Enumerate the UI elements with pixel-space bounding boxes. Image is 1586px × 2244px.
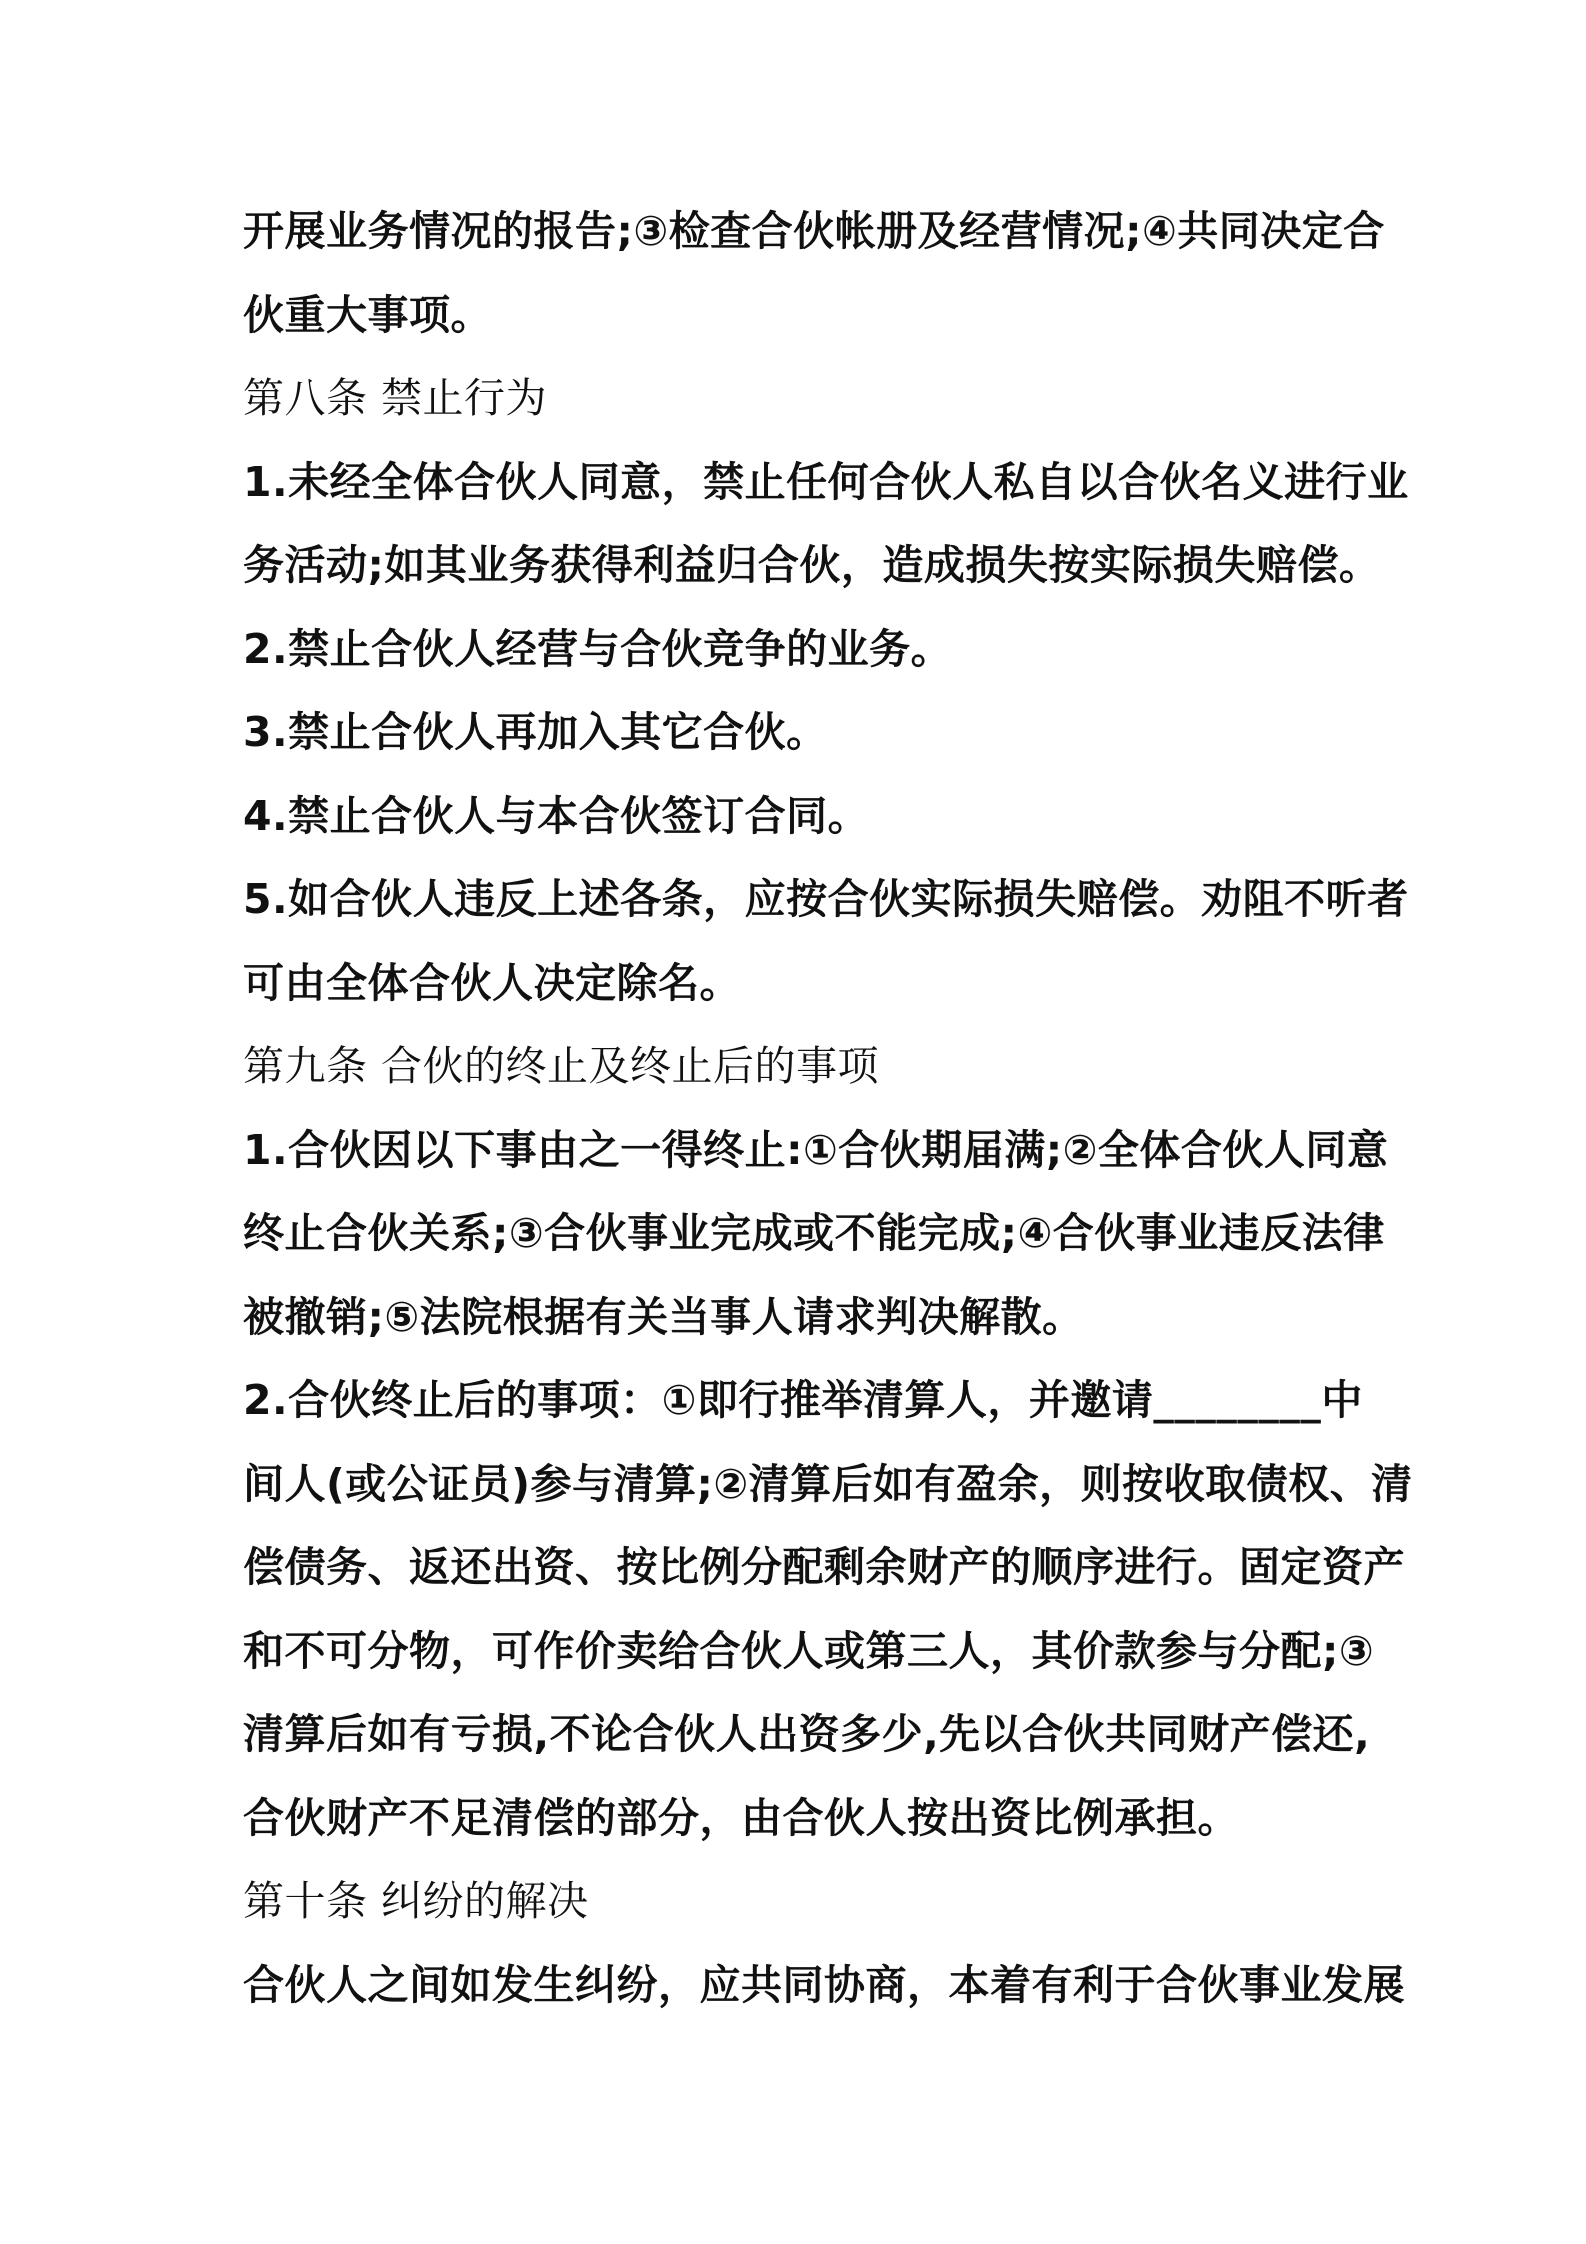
article-8-heading: 第八条 禁止行为 [243, 374, 548, 422]
contract-text-body [243, 190, 1413, 2027]
text-line: 间人(或公证员)参与清算;②清算后如有盈余，则按收取债权、清 [243, 1459, 1413, 1508]
text-line: 2.合伙终止后的事项：①即行推举清算人，并邀请________中 [243, 1376, 1363, 1424]
text-line: 1.合伙因以下事由之一得终止:①合伙期届满;②全体合伙人同意 [243, 1125, 1389, 1174]
article-9-heading: 第九条 合伙的终止及终止后的事项 [243, 1042, 880, 1090]
text-line: 开展业务情况的报告;③检查合伙帐册及经营情况;④共同决定合 [243, 207, 1385, 255]
article-10-heading: 第十条 纠纷的解决 [243, 1877, 589, 1925]
text-line: 伙重大事项。 [243, 290, 492, 339]
text-line: 1.未经全体合伙人同意，禁止任何合伙人私自以合伙名义进行业 [243, 457, 1409, 506]
text-line: 合伙人之间如发生纠纷，应共同协商，本着有利于合伙事业发展 [243, 1960, 1405, 2009]
text-line: 4.禁止合伙人与本合伙签订合同。 [243, 791, 870, 840]
text-line: 合伙财产不足清偿的部分，由合伙人按出资比例承担。 [243, 1793, 1239, 1842]
text-line: 2.禁止合伙人经营与合伙竞争的业务。 [243, 624, 953, 673]
text-line: 清算后如有亏损,不论合伙人出资多少,先以合伙共同财产偿还, [243, 1710, 1371, 1758]
text-line: 终止合伙关系;③合伙事业完成或不能完成;④合伙事业违反法律 [243, 1209, 1385, 1257]
text-line: 和不可分物，可作价卖给合伙人或第三人，其价款参与分配;③ [243, 1626, 1375, 1675]
text-line: 被撤销;⑤法院根据有关当事人请求判决解散。 [243, 1292, 1084, 1341]
text-line: 务活动;如其业务获得利益归合伙，造成损失按实际损失赔偿。 [243, 541, 1381, 589]
text-line: 5.如合伙人违反上述各条，应按合伙实际损失赔偿。劝阻不听者 [243, 875, 1409, 923]
text-line: 3.禁止合伙人再加入其它合伙。 [243, 708, 828, 756]
text-line: 偿债务、返还出资、按比例分配剩余财产的顺序进行。固定资产 [243, 1543, 1405, 1591]
text-line: 可由全体合伙人决定除名。 [243, 958, 741, 1007]
